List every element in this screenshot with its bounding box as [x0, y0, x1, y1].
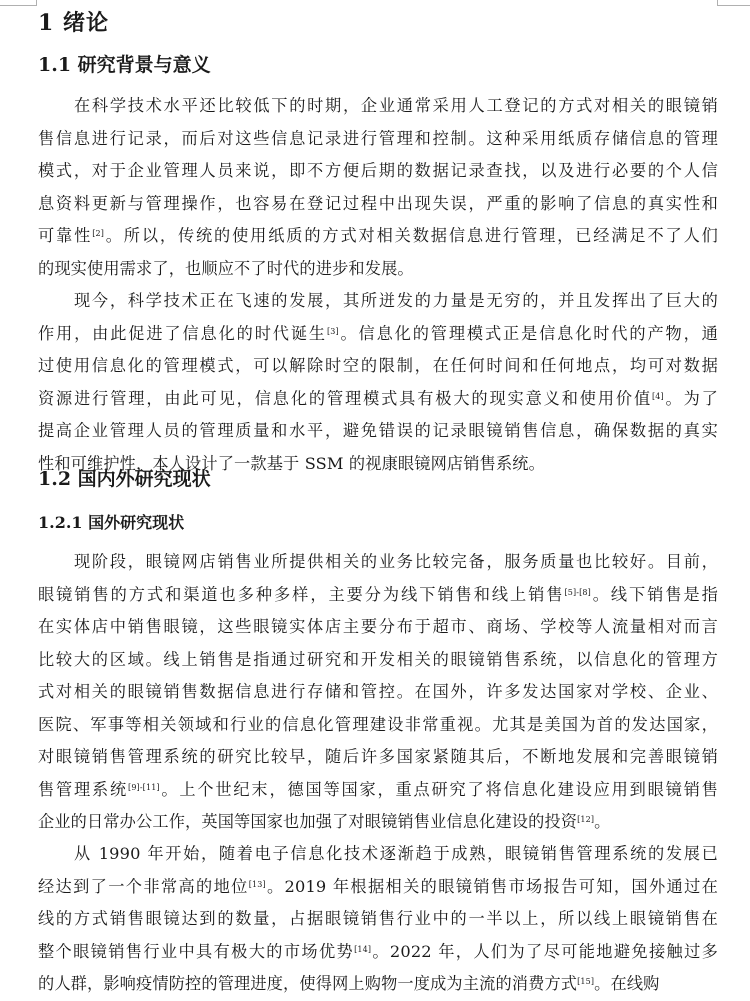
- citation-ref: [13]: [248, 879, 266, 889]
- paragraph-line: 在科学技术水平还比较低下的时期，企业通常采用人工登记的方式对相关的眼镜销: [74, 96, 718, 115]
- paragraph-line: 售管理系统[9]-[11]。上个世纪末，德国等国家，重点研究了将信息化建设应用到眼镜销售: [38, 779, 718, 799]
- paragraph: [38, 90, 718, 285]
- citation-ref: [5]-[8]: [564, 587, 591, 597]
- citation-ref: [15]: [577, 977, 595, 986]
- page-corner-mark-top-left: [0, 0, 37, 6]
- paragraph-line: 作用，由此促进了信息化的时代诞生[3]。信息化的管理模式正是信息化时代的产物，通: [38, 323, 718, 343]
- paragraph-line: 医院、军事等相关领域和行业的信息化管理建设非常重视。尤其是美国为首的发达国家，: [38, 714, 718, 734]
- citation-ref: [2]: [92, 229, 104, 238]
- paragraph-line: 模式，对于企业管理人员来说，即不方便后期的数据记录查找，以及进行必要的个人信: [38, 161, 718, 180]
- paragraph-line: 在实体店中销售眼镜，这些眼镜实体店主要分布于超市、商场、学校等人流量相对而言: [38, 617, 718, 636]
- citation-ref: [4]: [652, 391, 664, 401]
- paragraph-line: 眼镜销售的方式和渠道也多种多样，主要分为线下销售和线上销售[5]-[8]。线下销售是指: [38, 584, 718, 604]
- page-corner-mark-top-right: [717, 0, 750, 6]
- paragraph-line: 整个眼镜销售行业中具有极大的市场优势[14]。2022 年，人们为了尽可能地避免接触过多: [38, 941, 718, 961]
- paragraph-line: 式对相关的眼镜销售数据信息进行存储和管控。在国外，许多发达国家对学校、企业、: [38, 682, 718, 701]
- paragraph-line: 对眼镜销售管理系统的研究比较早，随后许多国家紧随其后，不断地发展和完善眼镜销: [38, 747, 718, 766]
- section-title-1-2: 1.2 国内外研究现状: [38, 468, 211, 490]
- paragraph: [38, 838, 718, 1001]
- citation-ref: [3]: [326, 326, 339, 336]
- paragraph-line: 性和可维护性，本人设计了一款基于 SSM 的视康眼镜网店销售系统。: [38, 453, 545, 473]
- paragraph-line: 企业的日常办公工作，英国等国家也加强了对眼镜销售业信息化建设的投资[12]。: [38, 812, 611, 831]
- paragraph-line: 比较大的区域。线上销售是指通过研究和开发相关的眼镜销售系统，以信息化的管理方: [38, 649, 718, 669]
- citation-ref: [12]: [577, 815, 595, 824]
- paragraph-line: 可靠性[2]。所以，传统的使用纸质的方式对相关数据信息进行管理，已经满足不了人们: [38, 226, 718, 245]
- paragraph-line: 现今，科学技术正在飞速的发展，其所迸发的力量是无穷的，并且发挥出了巨大的: [74, 291, 718, 310]
- paragraph: [38, 546, 718, 839]
- chapter-title: 1 绪论: [38, 10, 109, 36]
- section-title-1-1: 1.1 研究背景与意义: [38, 54, 211, 76]
- paragraph-line: 资源进行管理，由此可见，信息化的管理模式具有极大的现实意义和使用价值[4]。为了: [38, 388, 718, 408]
- subsection-title-1-2-1: 1.2.1 国外研究现状: [38, 513, 185, 532]
- paragraph-line: 过使用信息化的管理模式，可以解除时空的限制，在任何时间和任何地点，均可对数据: [38, 356, 718, 375]
- paragraph-line: 售信息进行记录，而后对这些信息记录进行管理和控制。这种采用纸质存储信息的管理: [38, 128, 718, 148]
- paragraph-line: 从 1990 年开始，随着电子信息化技术逐渐趋于成熟，眼镜销售管理系统的发展已: [74, 844, 718, 863]
- paragraph-line: 提高企业管理人员的管理质量和水平，避免错误的记录眼镜销售信息，确保数据的真实: [38, 421, 718, 440]
- paragraph-line: 现阶段，眼镜网店销售业所提供相关的业务比较完备，服务质量也比较好。目前，: [74, 552, 718, 571]
- citation-ref: [14]: [354, 944, 372, 954]
- paragraph-line: 息资料更新与管理操作，也容易在登记过程中出现失误，严重的影响了信息的真实性和: [38, 193, 718, 213]
- paragraph-line: 的现实使用需求了，也顺应不了时代的进步和发展。: [38, 258, 414, 278]
- paragraph-line: 的人群，影响疫情防控的管理进度，使得网上购物一度成为主流的消费方式[15]。在线购: [38, 974, 660, 993]
- paragraph: [38, 285, 718, 480]
- citation-ref: [9]-[11]: [128, 782, 160, 792]
- paragraph-line: 经达到了一个非常高的地位[13]。2019 年根据相关的眼镜销售市场报告可知，国外通过在: [38, 876, 718, 896]
- paragraph-line: 线的方式销售眼镜达到的数量，占据眼镜销售行业中的一半以上，所以线上眼镜销售在: [38, 909, 718, 928]
